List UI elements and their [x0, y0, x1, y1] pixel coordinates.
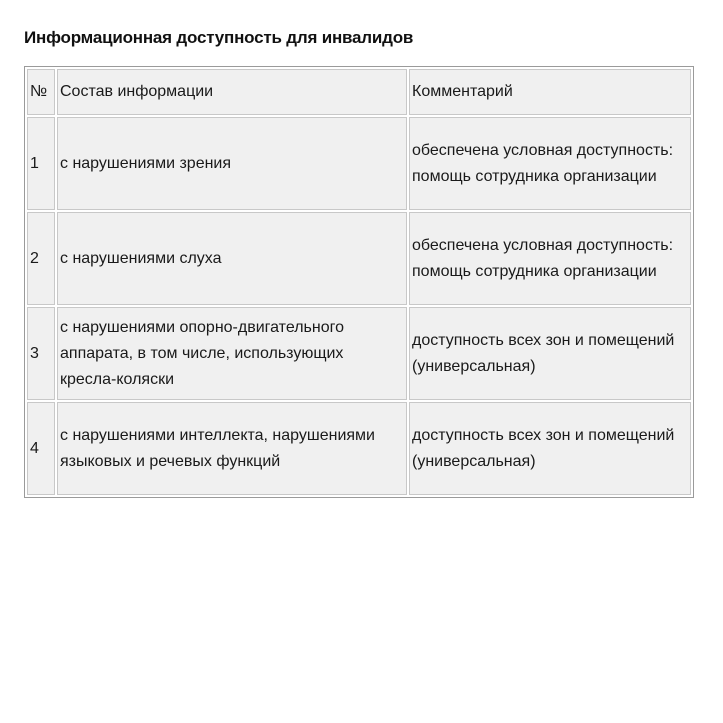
row-number: 3 [27, 307, 55, 400]
table-row [27, 212, 691, 305]
row-composition: с нарушениями слуха [57, 212, 407, 305]
header-number: № [27, 69, 55, 115]
row-number: 4 [27, 402, 55, 495]
table-header-row [27, 69, 691, 115]
page-title: Информационная доступность для инвалидов [24, 28, 414, 47]
row-number: 1 [27, 117, 55, 210]
row-composition: с нарушениями зрения [57, 117, 407, 210]
row-composition: с нарушениями интеллекта, нарушениями языковых и речевых функций [57, 402, 407, 495]
table-row [27, 402, 691, 495]
header-comment: Комментарий [409, 69, 691, 115]
header-composition: Состав информации [57, 69, 407, 115]
table-row [27, 117, 691, 210]
row-comment: доступность всех зон и помещений (универсальная) [409, 307, 691, 400]
row-composition: с нарушениями опорно-двигательного аппарата, в том числе, использующих кресла-коляски [57, 307, 407, 400]
table-row [27, 307, 691, 400]
row-comment: доступность всех зон и помещений (универсальная) [409, 402, 691, 495]
row-comment: обеспечена условная доступность: помощь сотрудника организации [409, 117, 691, 210]
row-comment: обеспечена условная доступность: помощь сотрудника организации [409, 212, 691, 305]
row-number: 2 [27, 212, 55, 305]
accessibility-info-table [24, 66, 694, 498]
